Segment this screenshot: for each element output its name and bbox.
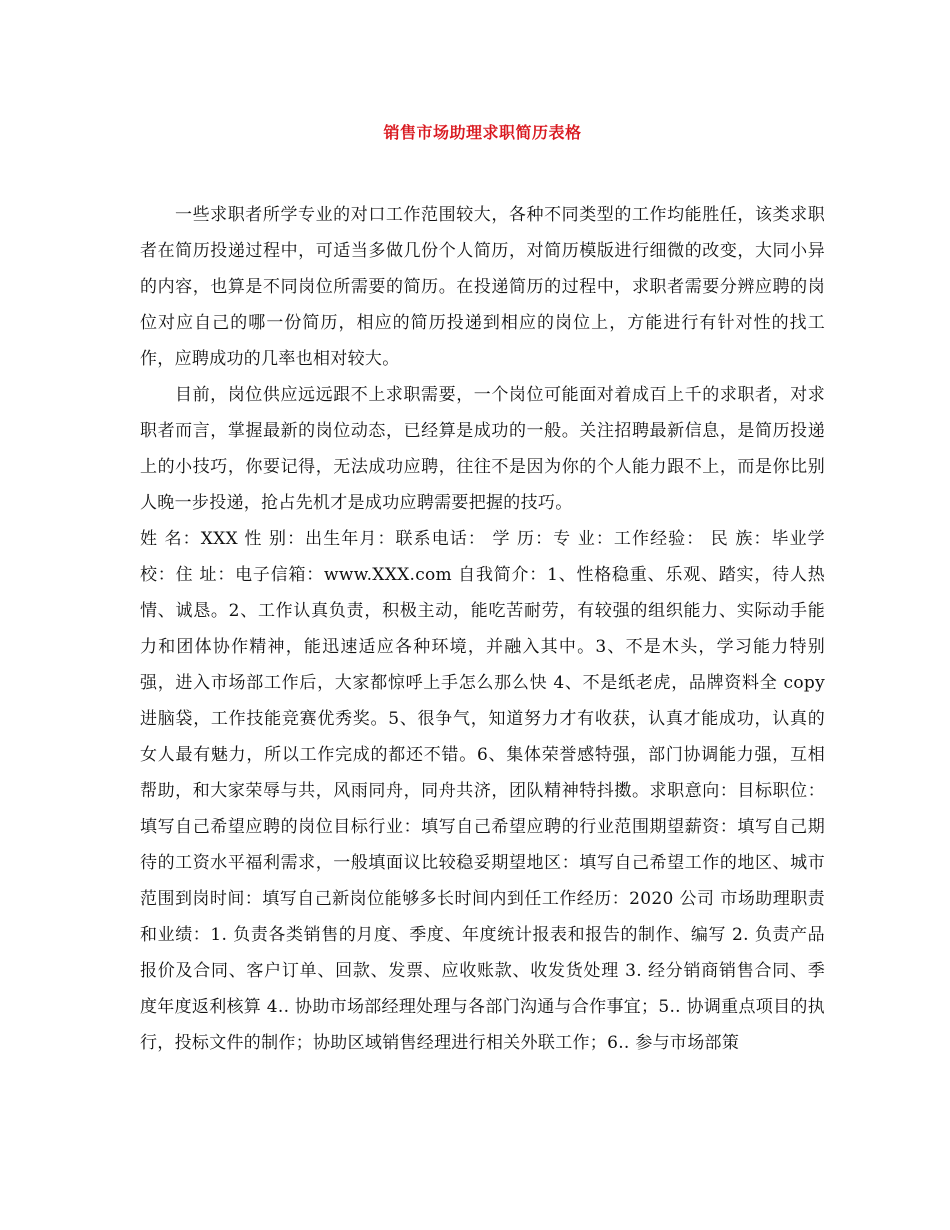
job-market-paragraph: 目前，岗位供应远远跟不上求职需要，一个岗位可能面对着成百上千的求职者，对求职者而言，掌握最新的岗位动态，已经算是成功的一般。关注招聘最新信息，是简历投递上的小技巧，你要记得，无法成功应聘，往往不是因为你的个人能力跟不上，而是你比别人晚一步投递，抢占先机才是成功应聘需要把握的技巧。: [140, 385, 825, 513]
document-title: 销售市场助理求职简历表格: [383, 123, 582, 142]
intro-paragraph: 一些求职者所学专业的对口工作范围较大，各种不同类型的工作均能胜任，该类求职者在简历投递过程中，可适当多做几份个人简历，对简历模版进行细微的改变，大同小异的内容，也算是不同岗位所需要的简历。在投递简历的过程中，求职者需要分辨应聘的岗位对应自己的哪一份简历，相应的简历投递到相应的岗位上，方能进行有针对性的找工作，应聘成功的几率也相对较大。: [140, 205, 825, 369]
resume-details-paragraph: 姓 名：XXX 性 别：出生年月：联系电话： 学 历：专 业：工作经验： 民 族：毕业学校：住 址：电子信箱：www.XXX.com 自我简介：1、性格稳重、乐观、踏实，待人热情、诚恳。2、工作认真负责，积极主动，能吃苦耐劳，有较强的组织能力、实际动手能力和团体协作精神，能迅速适应各种环境，并融入其中。3、不是木头，学习能力特别强，进入市场部工作后，大家都惊呼上手怎么那么快 4、不是纸老虎，品牌资料全 copy 进脑袋，工作技能竞赛优秀奖。5、很争气，知道努力才有收获，认真才能成功，认真的女人最有魅力，所以工作完成的都还不错。6、集体荣誉感特强，部门协调能力强，互相帮助，和大家荣辱与共，风雨同舟，同舟共济，团队精神特抖擞。求职意向：目标职位：填写自己希望应聘的岗位目标行业：填写自己希望应聘的行业范围期望薪资：填写自己期待的工资水平福利需求，一般填面议比较稳妥期望地区：填写自己希望工作的地区、城市范围到岗时间：填写自己新岗位能够多长时间内到任工作经历：2020 公司 市场助理职责和业绩：1. 负责各类销售的月度、季度、年度统计报表和报告的制作、编写 2. 负责产品报价及合同、客户订单、回款、发票、应收账款、收发货处理 3. 经分销商销售合同、季度年度返利核算 4.. 协助市场部经理处理与各部门沟通与合作事宜；5.. 协调重点项目的执行，投标文件的制作；协助区域销售经理进行相关外联工作；6.. 参与市场部策: [140, 529, 825, 1053]
document-page: [140, 120, 825, 1061]
